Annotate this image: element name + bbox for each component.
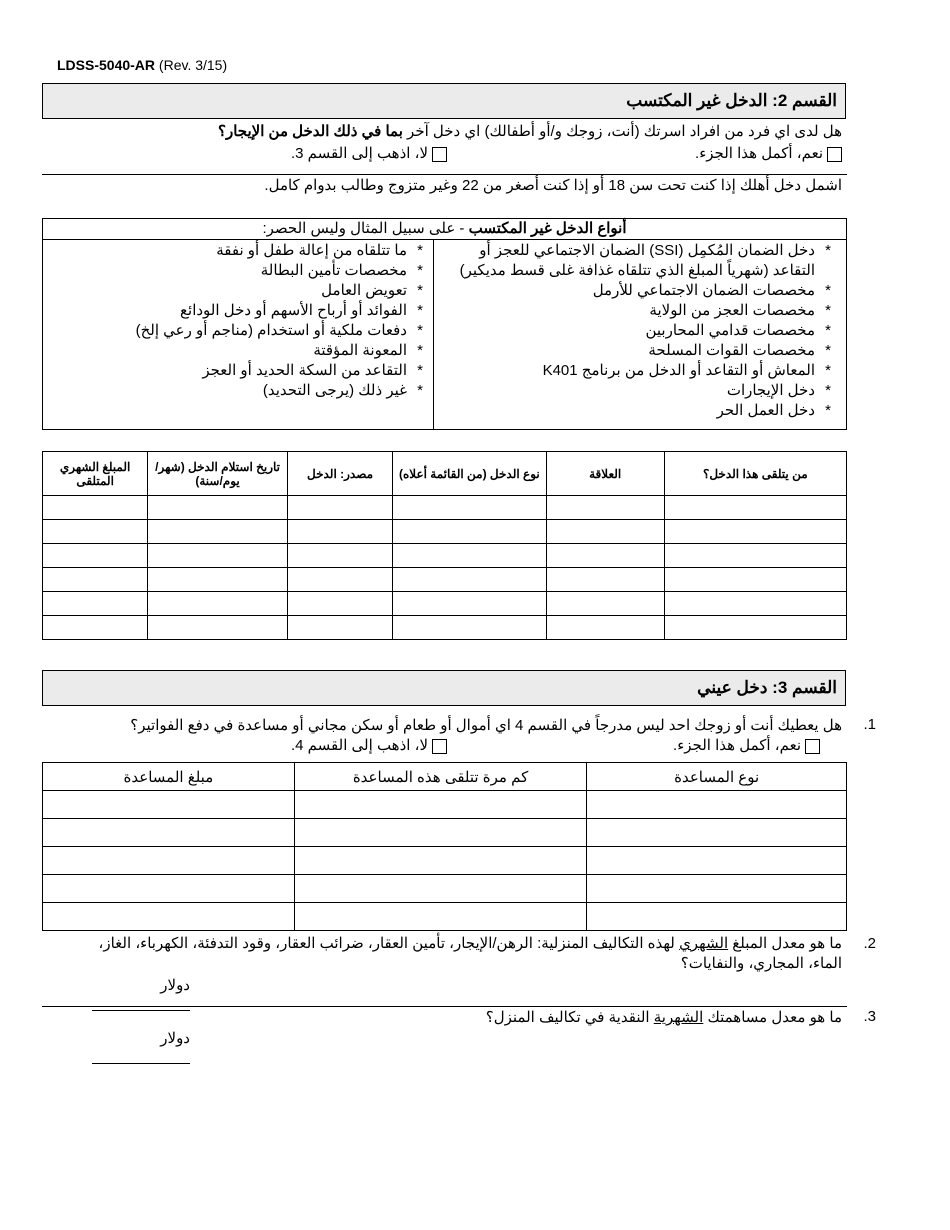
income-type-item [441,381,839,401]
bullet-asterisk: * [417,382,423,399]
table-cell[interactable] [587,819,847,847]
table-row [43,496,847,520]
section2-no-option[interactable] [227,144,447,162]
section2-question [82,122,842,140]
bullet-asterisk: * [825,322,831,339]
income-type-item [51,301,431,321]
table-cell[interactable] [294,791,587,819]
income-type-label: مخصصات تأمين البطالة [260,262,407,279]
table-cell[interactable] [393,496,547,520]
table-cell[interactable] [393,592,547,616]
income-types-right-list [441,241,839,421]
table-cell[interactable] [664,616,846,640]
table-cell[interactable] [546,568,664,592]
section3-q2 [72,934,876,974]
q3-text-post: النقدية في تكاليف المنزل؟ [485,1009,654,1026]
income-type-item [51,281,431,301]
income-type-label: دخل الضمان المُكمِل (SSI) الضمان الاجتماعي للعجز أو التقاعد (شهرياً المبلغ الذي تتلقاه غذافة غلى قسط مديكير) [459,242,815,279]
q2-text-underline: الشهري [679,935,729,952]
section3-yes-option[interactable] [620,736,820,754]
income-type-item [51,341,431,361]
divider [42,1006,847,1007]
table-cell[interactable] [287,544,392,568]
q2-number: 2. [863,935,876,952]
assistance-table [42,762,847,931]
table-row [43,875,847,903]
bullet-asterisk: * [417,262,423,279]
income-type-item [441,301,839,321]
q1-text: هل يعطيك أنت أو زوجك احد ليس مدرجاً في القسم 4 اي أموال أو طعام أو سكن مجاني أو مساعدة في دفع الفواتير؟ [130,717,842,734]
table-cell[interactable] [43,592,148,616]
section3-q1 [82,716,876,734]
table-cell[interactable] [148,520,288,544]
table-cell[interactable] [664,544,846,568]
table-cell[interactable] [294,847,587,875]
income-type-label: مخصصات العجز من الولاية [649,302,815,319]
table-row [43,616,847,640]
income-type-item [51,261,431,281]
table-row [43,592,847,616]
table-cell[interactable] [148,544,288,568]
form-revision: (Rev. 3/15) [158,57,228,73]
table-cell[interactable] [546,616,664,640]
table-row [43,520,847,544]
income-type-label: المعونة المؤقتة [313,342,407,359]
bullet-asterisk: * [417,242,423,259]
income-type-label: دفعات ملكية أو استخدام (مناجم أو رعي إلخ) [135,322,407,339]
yes-checkbox[interactable] [805,739,820,754]
bullet-asterisk: * [417,322,423,339]
bullet-asterisk: * [825,362,831,379]
income-table-header: مصدر: الدخل [287,452,392,496]
income-type-label: مخصصات الضمان الاجتماعي للأرمل [592,282,815,299]
income-type-item [51,241,431,261]
table-cell[interactable] [148,616,288,640]
income-type-item [441,241,839,281]
yes-label: نعم، أكمل هذا الجزء. [695,145,823,162]
q3-number: 3. [863,1008,876,1025]
table-cell[interactable] [294,875,587,903]
income-type-item [441,321,839,341]
section2-question-text: هل لدى اي فرد من افراد اسرتك (أنت، زوجك و/أو أطفالك) اي دخل آخر [402,123,842,140]
table-cell[interactable] [294,819,587,847]
bullet-asterisk: * [825,282,831,299]
section2-question-bold: بما في ذلك الدخل من الإيجار؟ [218,123,403,140]
column-divider [433,239,434,429]
table-cell[interactable] [148,496,288,520]
form-number: LDSS-5040-AR [57,57,156,73]
bullet-asterisk: * [825,242,831,259]
q3-text-underline: الشهرية [653,1009,704,1026]
table-cell[interactable] [664,496,846,520]
table-cell[interactable] [393,520,547,544]
income-type-item [441,281,839,301]
q3-text-pre: ما هو معدل مساهمتك [703,1009,842,1026]
income-types-box [42,218,847,430]
income-type-item [441,361,839,381]
income-type-label: المعاش أو التقاعد أو الدخل من برنامج K401 [542,362,815,379]
income-table-header: العلاقة [546,452,664,496]
income-type-item [441,401,839,421]
table-cell[interactable] [587,847,847,875]
table-row [43,903,847,931]
income-type-label: مخصصات قدامي المحاربين [645,322,815,339]
table-cell[interactable] [43,616,148,640]
section2-yes-option[interactable] [642,144,842,162]
table-cell[interactable] [546,520,664,544]
assistance-table-header: كم مرة تتلقى هذه المساعدة [294,763,587,791]
table-cell[interactable] [43,544,148,568]
income-type-label: تعويض العامل [321,282,407,299]
q3-currency: دولار [160,1030,190,1047]
income-type-label: الفوائد أو أرباح الأسهم أو دخل الودائع [180,302,407,319]
yes-label: نعم، أكمل هذا الجزء. [673,737,801,754]
table-cell[interactable] [393,568,547,592]
table-cell[interactable] [393,616,547,640]
q2-text-post: لهذه التكاليف المنزلية: الرهن/الإيجار، تأمين العقار، ضرائب العقار، وقود التدفئة، الكهرباء، الغاز، الماء، المجاري، والنفايات؟ [98,935,842,972]
income-types-left-list [51,241,431,401]
q3-amount-field[interactable] [80,1029,190,1064]
table-cell[interactable] [43,496,148,520]
form-id [57,57,227,73]
q1-number: 1. [863,716,876,733]
q2-text-pre: ما هو معدل المبلغ [728,935,842,952]
section3-title: القسم 3: دخل عيني [697,678,837,697]
q2-currency: دولار [160,977,190,994]
income-table-header: نوع الدخل (من القائمة أعلاه) [393,452,547,496]
no-checkbox[interactable] [432,147,447,162]
divider [42,174,847,175]
table-cell[interactable] [43,903,295,931]
table-cell[interactable] [43,847,295,875]
table-cell[interactable] [287,568,392,592]
table-cell[interactable] [546,592,664,616]
table-cell[interactable] [43,875,295,903]
section2-note: اشمل دخل أهلك إذا كنت تحت سن 18 أو إذا كنت أصغر من 22 وغير متزوج وطالب بدوام كامل. [264,177,842,194]
table-cell[interactable] [148,568,288,592]
income-type-item [441,341,839,361]
yes-checkbox[interactable] [827,147,842,162]
table-cell[interactable] [587,903,847,931]
income-type-label: ما تتلقاه من إعالة طفل أو نفقة [216,242,407,259]
income-type-label: غير ذلك (يرجى التحديد) [262,382,407,399]
income-type-label: دخل العمل الحر [716,402,815,419]
table-row [43,819,847,847]
table-cell[interactable] [43,520,148,544]
bullet-asterisk: * [825,402,831,419]
table-cell[interactable] [546,496,664,520]
table-cell[interactable] [587,875,847,903]
table-cell[interactable] [287,592,392,616]
no-label: لا، اذهب إلى القسم 3. [291,145,428,162]
income-type-item [51,361,431,381]
bullet-asterisk: * [825,342,831,359]
table-row [43,544,847,568]
bullet-asterisk: * [417,282,423,299]
no-checkbox[interactable] [432,739,447,754]
table-row [43,568,847,592]
bullet-asterisk: * [417,342,423,359]
income-table-header: تاريخ استلام الدخل (شهر/يوم/سنة) [148,452,288,496]
section3-no-option[interactable] [227,736,447,754]
table-cell[interactable] [664,520,846,544]
section3-header [42,670,846,706]
bullet-asterisk: * [417,302,423,319]
section3-q3 [72,1008,876,1026]
income-type-label: مخصصات القوات المسلحة [648,342,815,359]
table-cell[interactable] [664,568,846,592]
table-cell[interactable] [43,819,295,847]
income-table-header: من يتلقى هذا الدخل؟ [664,452,846,496]
assistance-table-header: نوع المساعدة [587,763,847,791]
income-type-item [51,321,431,341]
table-cell[interactable] [287,496,392,520]
table-cell[interactable] [148,592,288,616]
table-cell[interactable] [287,520,392,544]
table-cell[interactable] [546,544,664,568]
bullet-asterisk: * [825,382,831,399]
income-type-label: التقاعد من السكة الحديد أو العجز [202,362,407,379]
table-cell[interactable] [393,544,547,568]
income-types-title-rest: - على سبيل المثال وليس الحصر: [262,220,469,237]
q3-amount-blank[interactable] [92,1049,190,1064]
income-types-title-bold: أنواع الدخل غير المكتسب [468,220,627,237]
no-label: لا، اذهب إلى القسم 4. [291,737,428,754]
section2-title: القسم 2: الدخل غير المكتسب [626,91,837,110]
table-cell[interactable] [587,791,847,819]
table-row [43,791,847,819]
bullet-asterisk: * [417,362,423,379]
income-types-title [43,219,846,240]
table-cell[interactable] [43,791,295,819]
section2-header [42,83,846,119]
income-table [42,451,847,640]
income-type-item [51,381,431,401]
assistance-table-header: مبلغ المساعدة [43,763,295,791]
table-row [43,847,847,875]
table-cell[interactable] [43,568,148,592]
income-type-label: دخل الإيجارات [726,382,815,399]
table-cell[interactable] [294,903,587,931]
table-cell[interactable] [664,592,846,616]
bullet-asterisk: * [825,302,831,319]
income-table-header: المبلغ الشهري المتلقى [43,452,148,496]
table-cell[interactable] [287,616,392,640]
